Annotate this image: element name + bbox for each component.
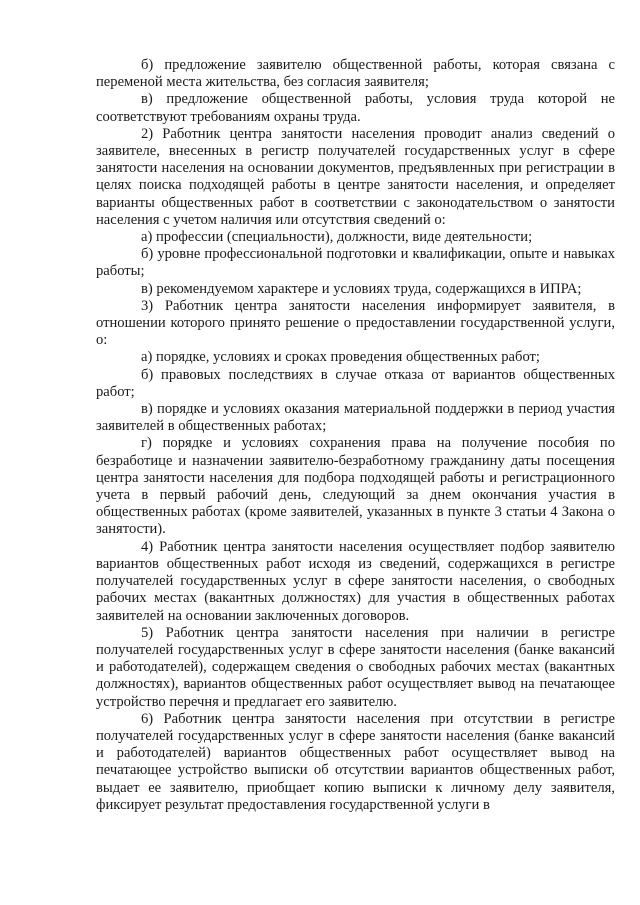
paragraph-step-3: 3) Работник центра занятости населения информирует заявителя, в отношении которого принято решение о предоставлении государственной услуги, о: — [96, 297, 615, 349]
paragraph-item-v-ipra: в) рекомендуемом характере и условиях труда, содержащихся в ИПРА; — [141, 280, 582, 297]
document-page — [96, 57, 615, 814]
paragraph-item-v-safety: в) предложение общественной работы, условия труда которой не соответствуют требованиям охраны труда. — [96, 91, 615, 125]
paragraph-item-a-profession: а) профессии (специальности), должности, виде деятельности; — [141, 229, 533, 246]
paragraph-item-v-support: в) порядке и условиях оказания материальной поддержки в период участия заявителей в общественных работах; — [96, 401, 615, 435]
paragraph-item-b-relocation: б) предложение заявителю общественной работы, которая связана с переменой места жительства, без согласия заявителя; — [96, 57, 615, 91]
paragraph-step-4: 4) Работник центра занятости населения осуществляет подбор заявителю вариантов общественных работ исходя из сведений, содержащихся в регистре получателей государственных услуг в сфере занятости населения, о свободных рабочих местах (вакантных должностях) для участия в общественных работах заявителей на основании заключенных договоров. — [96, 538, 615, 624]
paragraph-item-a-procedure: а) порядке, условиях и сроках проведения общественных работ; — [141, 349, 540, 366]
paragraph-item-b-qualification: б) уровне профессиональной подготовки и квалификации, опыте и навыках работы; — [96, 246, 615, 280]
paragraph-step-6: 6) Работник центра занятости населения при отсутствии в регистре получателей государственных услуг в сфере занятости населения (банке вакансий и работодателей) вариантов общественных работ осуществляет вывод на печатающее устройство выписки об отсутствии вариантов общественных работ, выдает ее заявителю, приобщает копию выписки к личному делу заявителя, фиксирует результат предоставления государственной услуги в — [96, 710, 615, 813]
paragraph-step-5: 5) Работник центра занятости населения при наличии в регистре получателей государственных услуг в сфере занятости населения (банке вакансий и работодателей), содержащем сведения о свободных рабочих местах (вакантных должностях), вариантов общественных работ осуществляет вывод на печатающее устройство перечня и предлагает его заявителю. — [96, 624, 615, 710]
paragraph-step-2: 2) Работник центра занятости населения проводит анализ сведений о заявителе, внесенных в регистр получателей государственных услуг в сфере занятости населения на основании документов, предъявленных при регистрации в целях поиска подходящей работы в центре занятости населения, и определяет варианты общественных работ в соответствии с законодательством о занятости населения с учетом наличия или отсутствия сведений о: — [96, 125, 615, 228]
paragraph-item-b-consequences: б) правовых последствиях в случае отказа от вариантов общественных работ; — [96, 366, 615, 400]
paragraph-item-g-benefit: г) порядке и условиях сохранения права на получение пособия по безработице и назначении заявителю-безработному гражданину даты посещения центра занятости населения для подбора подходящей работы и регистрационного учета в первый рабочий день, следующий за днем окончания участия в общественных работах (кроме заявителей, указанных в пункте 3 статьи 4 Закона о занятости). — [96, 435, 615, 538]
